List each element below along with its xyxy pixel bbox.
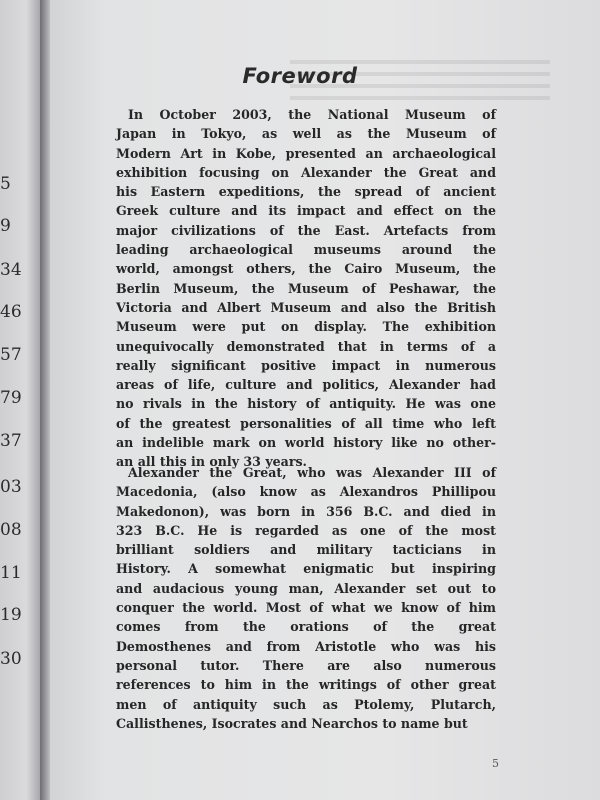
facing-page-number: 9: [0, 216, 11, 236]
text-line: Greek culture and its impact and effect on the: [116, 203, 496, 219]
facing-page-number: 79: [0, 388, 22, 408]
facing-page-number: 30: [0, 649, 22, 669]
text-line: Modern Art in Kobe, presented an archaeological: [116, 145, 496, 161]
page-number: 5: [492, 757, 499, 770]
facing-page-number: 37: [0, 431, 22, 451]
text-line: History. A somewhat enigmatic but inspiring: [116, 561, 496, 577]
text-line: world, amongst others, the Cairo Museum, the: [116, 261, 496, 277]
text-line: Makedonon), was born in 356 B.C. and died in: [116, 503, 496, 519]
text-line: leading archaeological museums around the: [116, 242, 496, 258]
text-line: an all this in only 33 years.: [116, 454, 307, 470]
text-line: and audacious young man, Alexander set out to: [116, 580, 496, 596]
text-line: Victoria and Albert Museum and also the British: [116, 299, 496, 315]
text-line: references to him in the writings of other great: [116, 677, 496, 693]
text-line: Museum were put on display. The exhibition: [116, 319, 496, 335]
text-line: Macedonia, (also know as Alexandros Phillipou: [116, 484, 496, 500]
text-line: exhibition focusing on Alexander the Great and: [116, 164, 496, 180]
paragraph-1: [116, 105, 496, 472]
text-line: Berlin Museum, the Museum of Peshawar, the: [116, 280, 496, 296]
facing-page-edge: [0, 0, 44, 800]
text-line: conquer the world. Most of what we know of him: [116, 600, 496, 616]
facing-page-number: 46: [0, 302, 22, 322]
text-line: Alexander the Great, who was Alexander III of: [128, 465, 496, 480]
paragraph-2: [116, 463, 496, 733]
facing-page-number: 19: [0, 605, 22, 625]
text-line: In October 2003, the National Museum of: [128, 107, 496, 122]
facing-page-number: 03: [0, 477, 22, 497]
facing-page-number: 11: [0, 563, 22, 583]
text-line: comes from the orations of the great: [116, 619, 496, 635]
text-line: no rivals in the history of antiquity. He was one: [116, 396, 496, 412]
text-line: major civilizations of the East. Artefacts from: [116, 222, 496, 238]
facing-page-number: 08: [0, 520, 22, 540]
facing-page-number: 57: [0, 345, 22, 365]
text-line: Japan in Tokyo, as well as the Museum of: [116, 126, 496, 142]
text-line: really significant positive impact in numerous: [116, 357, 496, 373]
page-title: Foreword: [242, 64, 358, 88]
text-line: men of antiquity such as Ptolemy, Plutarch,: [116, 696, 496, 712]
facing-page-number: 5: [0, 174, 11, 194]
text-line: of the greatest personalities of all time who left: [116, 415, 496, 431]
text-line: an indelible mark on world history like no other-: [116, 435, 496, 451]
text-line: unequivocally demonstrated that in terms of a: [116, 338, 496, 354]
text-line: personal tutor. There are also numerous: [116, 657, 496, 673]
facing-page-number: 34: [0, 260, 22, 280]
text-line: 323 B.C. He is regarded as one of the most: [116, 522, 496, 538]
text-line: areas of life, culture and politics, Alexander had: [116, 377, 496, 393]
text-line: Callisthenes, Isocrates and Nearchos to name but: [116, 715, 468, 731]
text-line: brilliant soldiers and military tacticians in: [116, 542, 496, 558]
text-line: his Eastern expeditions, the spread of ancient: [116, 184, 496, 200]
text-line: Demosthenes and from Aristotle who was his: [116, 638, 496, 654]
